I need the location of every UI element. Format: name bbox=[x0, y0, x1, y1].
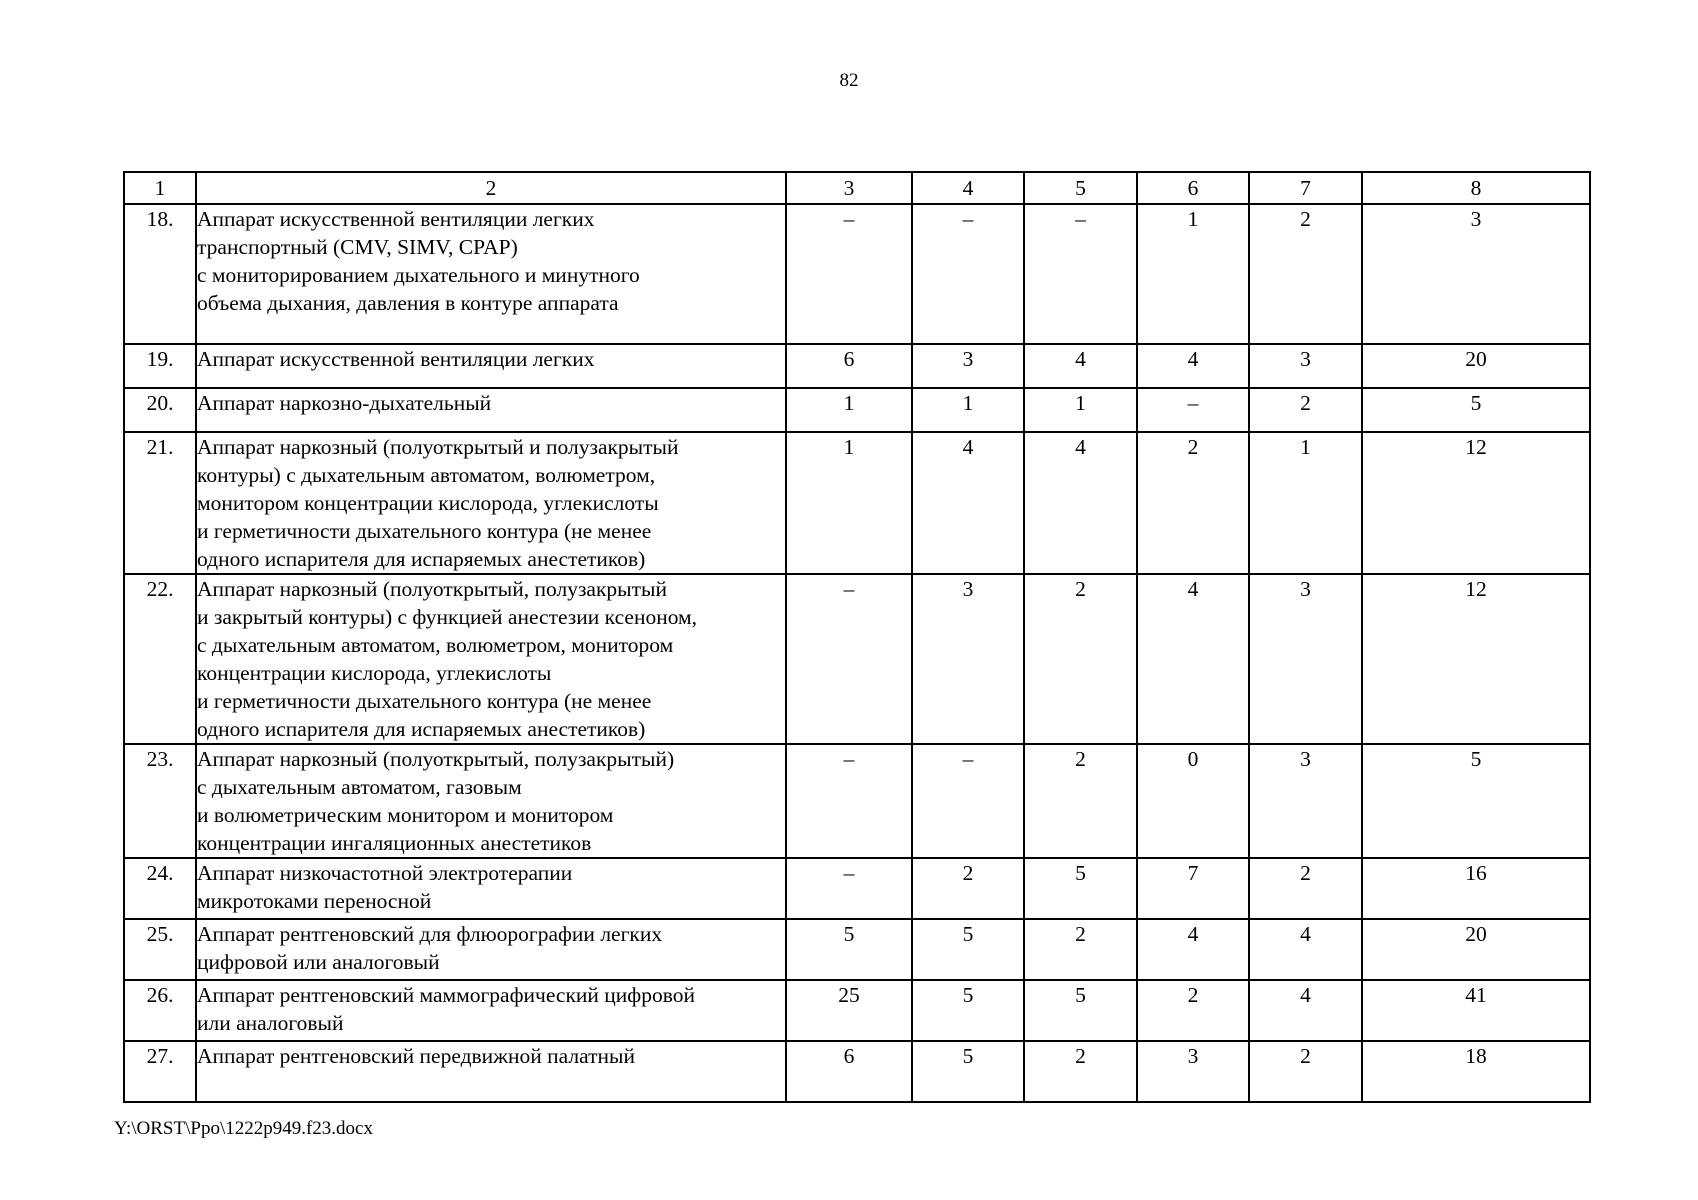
value-cell: 3 bbox=[912, 574, 1024, 744]
equipment-name-text: Аппарат наркозный (полуоткрытый, полузакрытый и закрытый контуры) с функцией анестезии ксеноном, с дыхательным автоматом, волюметром, монитором концентрации кислорода, углекислоты и герметичности дыхательного контура (не менее одного испарителя для испаряемых анестетиков) bbox=[197, 577, 698, 741]
table-row bbox=[124, 388, 1590, 432]
value-cell: 4 bbox=[1137, 919, 1249, 980]
value-cell: 4 bbox=[1249, 980, 1362, 1041]
value-cell: 2 bbox=[1249, 204, 1362, 344]
value-cell: – bbox=[1024, 204, 1137, 344]
value-cell: 12 bbox=[1362, 432, 1590, 574]
row-number: 25. bbox=[124, 919, 196, 980]
value-cell: 12 bbox=[1362, 574, 1590, 744]
value-cell: 18 bbox=[1362, 1041, 1590, 1102]
value-cell: 5 bbox=[1362, 744, 1590, 858]
value-cell: 41 bbox=[1362, 980, 1590, 1041]
value-cell: 4 bbox=[1024, 432, 1137, 574]
value-cell: 2 bbox=[1249, 858, 1362, 919]
value-cell: – bbox=[912, 744, 1024, 858]
equipment-name bbox=[196, 344, 786, 388]
equipment-name-text: Аппарат искусственной вентиляции легких bbox=[197, 347, 595, 371]
value-cell: 20 bbox=[1362, 919, 1590, 980]
table-row bbox=[124, 919, 1590, 980]
document-file-path: Y:\ORST\Ppo\1222p949.f23.docx bbox=[114, 1118, 373, 1139]
value-cell: 2 bbox=[1024, 744, 1137, 858]
row-number: 22. bbox=[124, 574, 196, 744]
column-header: 5 bbox=[1024, 172, 1137, 204]
value-cell: 3 bbox=[1249, 744, 1362, 858]
table-row bbox=[124, 344, 1590, 388]
value-cell: – bbox=[1137, 388, 1249, 432]
value-cell: 5 bbox=[1362, 388, 1590, 432]
equipment-name bbox=[196, 858, 786, 919]
table-row bbox=[124, 1041, 1590, 1102]
column-header: 8 bbox=[1362, 172, 1590, 204]
column-header: 1 bbox=[124, 172, 196, 204]
table-row bbox=[124, 432, 1590, 574]
column-header: 6 bbox=[1137, 172, 1249, 204]
value-cell: 2 bbox=[912, 858, 1024, 919]
value-cell: 25 bbox=[786, 980, 912, 1041]
equipment-name bbox=[196, 204, 786, 344]
value-cell: 5 bbox=[912, 980, 1024, 1041]
row-number: 20. bbox=[124, 388, 196, 432]
column-header: 4 bbox=[912, 172, 1024, 204]
row-number: 26. bbox=[124, 980, 196, 1041]
column-header: 3 bbox=[786, 172, 912, 204]
value-cell: 0 bbox=[1137, 744, 1249, 858]
value-cell: 2 bbox=[1249, 1041, 1362, 1102]
column-header: 7 bbox=[1249, 172, 1362, 204]
value-cell: 3 bbox=[1137, 1041, 1249, 1102]
value-cell: 16 bbox=[1362, 858, 1590, 919]
value-cell: 5 bbox=[786, 919, 912, 980]
equipment-name bbox=[196, 919, 786, 980]
table-row bbox=[124, 574, 1590, 744]
value-cell: – bbox=[786, 858, 912, 919]
equipment-name bbox=[196, 574, 786, 744]
equipment-name-text: Аппарат наркозный (полуоткрытый, полузакрытый) с дыхательным автоматом, газовым и волюметрическим монитором и монитором концентрации ингаляционных анестетиков bbox=[197, 747, 675, 855]
value-cell: 1 bbox=[786, 388, 912, 432]
equipment-name-text: Аппарат наркозно-дыхательный bbox=[197, 391, 492, 415]
value-cell: 3 bbox=[1249, 344, 1362, 388]
value-cell: 3 bbox=[1362, 204, 1590, 344]
table-header-row bbox=[124, 172, 1590, 204]
value-cell: 1 bbox=[912, 388, 1024, 432]
value-cell: 2 bbox=[1249, 388, 1362, 432]
value-cell: 7 bbox=[1137, 858, 1249, 919]
equipment-name-text: Аппарат рентгеновский для флюорографии легких цифровой или аналоговый bbox=[197, 922, 663, 974]
value-cell: 5 bbox=[912, 919, 1024, 980]
equipment-name-text: Аппарат рентгеновский маммографический цифровой или аналоговый bbox=[197, 983, 695, 1035]
equipment-name-text: Аппарат низкочастотной электротерапии микротоками переносной bbox=[197, 861, 573, 913]
equipment-name-text: Аппарат наркозный (полуоткрытый и полузакрытый контуры) с дыхательным автоматом, волюметром, монитором концентрации кислорода, углекислоты и герметичности дыхательного контура (не менее одного испарителя для испаряемых анестетиков) bbox=[197, 435, 679, 571]
value-cell: 5 bbox=[1024, 980, 1137, 1041]
row-number: 18. bbox=[124, 204, 196, 344]
value-cell: – bbox=[786, 744, 912, 858]
value-cell: 4 bbox=[1137, 574, 1249, 744]
table-body bbox=[124, 204, 1590, 1102]
value-cell: 5 bbox=[912, 1041, 1024, 1102]
value-cell: 4 bbox=[1024, 344, 1137, 388]
table-row bbox=[124, 744, 1590, 858]
table-row bbox=[124, 980, 1590, 1041]
value-cell: 1 bbox=[786, 432, 912, 574]
value-cell: 20 bbox=[1362, 344, 1590, 388]
value-cell: 4 bbox=[912, 432, 1024, 574]
row-number: 21. bbox=[124, 432, 196, 574]
equipment-name bbox=[196, 980, 786, 1041]
value-cell: – bbox=[786, 204, 912, 344]
value-cell: 2 bbox=[1137, 980, 1249, 1041]
value-cell: 4 bbox=[1249, 919, 1362, 980]
value-cell: 4 bbox=[1137, 344, 1249, 388]
value-cell: 1 bbox=[1249, 432, 1362, 574]
column-header: 2 bbox=[196, 172, 786, 204]
value-cell: 6 bbox=[786, 1041, 912, 1102]
row-number: 19. bbox=[124, 344, 196, 388]
equipment-name bbox=[196, 744, 786, 858]
value-cell: 1 bbox=[1024, 388, 1137, 432]
row-number: 24. bbox=[124, 858, 196, 919]
equipment-name-text: Аппарат искусственной вентиляции легких транспортный (CMV, SIMV, CPAP) с мониторированием дыхательного и минутного объема дыхания, давления в контуре аппарата bbox=[197, 207, 640, 315]
value-cell: 2 bbox=[1024, 574, 1137, 744]
equipment-name bbox=[196, 388, 786, 432]
value-cell: 2 bbox=[1024, 919, 1137, 980]
value-cell: 6 bbox=[786, 344, 912, 388]
equipment-name-text: Аппарат рентгеновский передвижной палатный bbox=[197, 1044, 635, 1068]
value-cell: 3 bbox=[912, 344, 1024, 388]
equipment-name bbox=[196, 1041, 786, 1102]
value-cell: – bbox=[912, 204, 1024, 344]
value-cell: 1 bbox=[1137, 204, 1249, 344]
value-cell: 5 bbox=[1024, 858, 1137, 919]
value-cell: 2 bbox=[1024, 1041, 1137, 1102]
value-cell: 2 bbox=[1137, 432, 1249, 574]
page-number: 82 bbox=[839, 70, 859, 91]
row-number: 23. bbox=[124, 744, 196, 858]
row-number: 27. bbox=[124, 1041, 196, 1102]
equipment-table bbox=[123, 171, 1591, 1103]
value-cell: – bbox=[786, 574, 912, 744]
table-row bbox=[124, 858, 1590, 919]
equipment-name bbox=[196, 432, 786, 574]
value-cell: 3 bbox=[1249, 574, 1362, 744]
table-row bbox=[124, 204, 1590, 344]
